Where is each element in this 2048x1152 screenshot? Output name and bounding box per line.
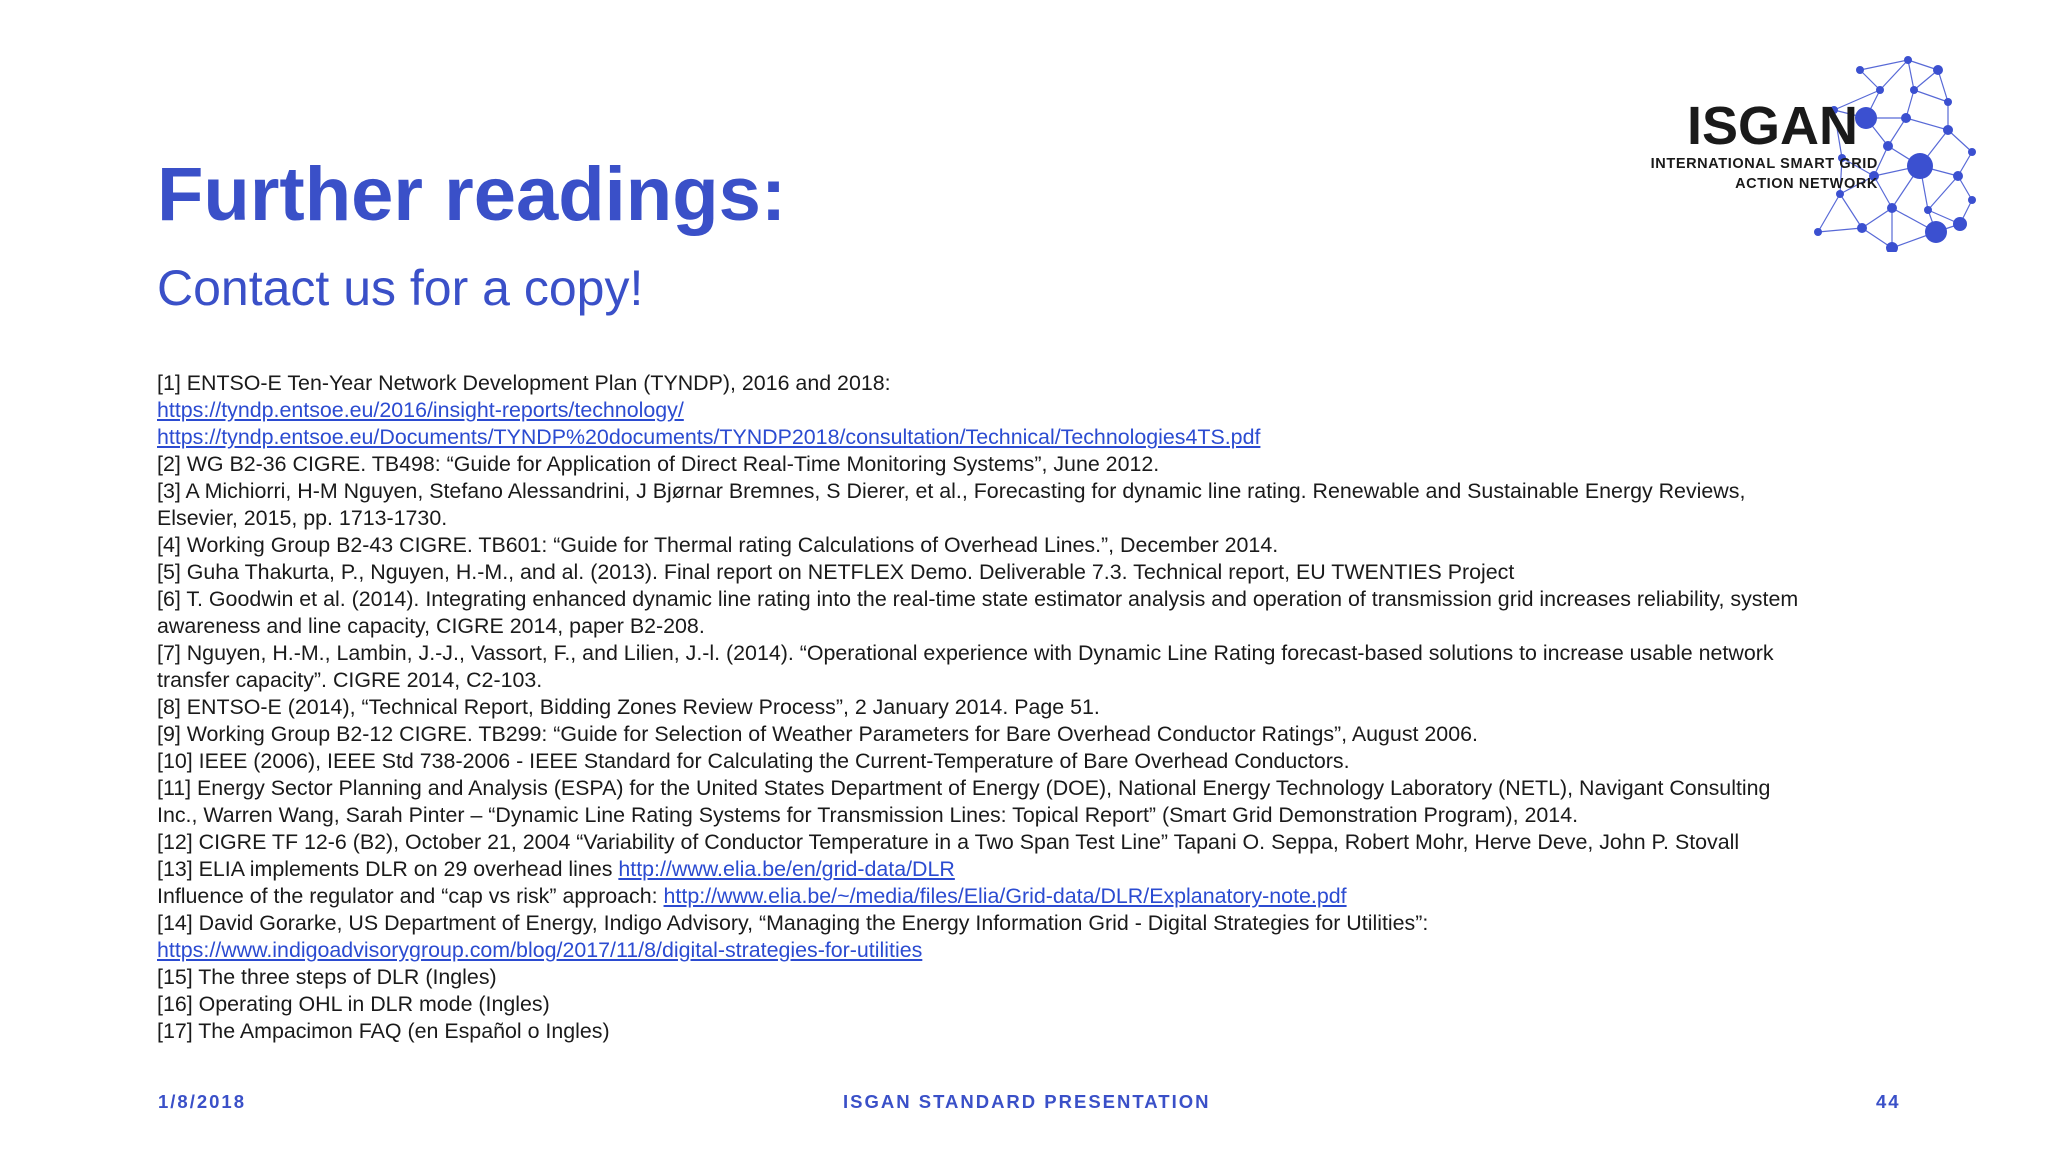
- network-node: [1901, 113, 1911, 123]
- logo-wordmark: ISGAN: [1687, 96, 1859, 156]
- reference-link[interactable]: http://www.elia.be/en/grid-data/DLR: [618, 857, 955, 881]
- reference-text: Inc., Warren Wang, Sarah Pinter – “Dynamic Line Rating Systems for Transmission Lines: Topical Report” (Smart Grid Demonstration Program), 2014.: [157, 803, 1579, 827]
- reference-text: [3] A Michiorri, H-M Nguyen, Stefano Alessandrini, J Bjørnar Bremnes, S Dierer, et al., Forecasting for dynamic line rating. Renewable and Sustainable Energy Reviews,: [157, 479, 1746, 503]
- reference-text: [2] WG B2-36 CIGRE. TB498: “Guide for Application of Direct Real-Time Monitoring Systems”, June 2012.: [157, 452, 1160, 476]
- reference-text: [7] Nguyen, H.-M., Lambin, J.-J., Vassort, F., and Lilien, J.-l. (2014). “Operational experience with Dynamic Line Rating forecast-based solutions to increase usable network: [157, 641, 1774, 665]
- network-node: [1876, 86, 1884, 94]
- reference-text: [17] The Ampacimon FAQ (en Español o Ingles): [157, 1019, 610, 1043]
- footer-date: 1/8/2018: [158, 1091, 247, 1112]
- network-node: [1887, 203, 1897, 213]
- reference-text: [10] IEEE (2006), IEEE Std 738-2006 - IEEE Standard for Calculating the Current-Temperature of Bare Overhead Conductors.: [157, 749, 1350, 773]
- network-node: [1857, 223, 1867, 233]
- reference-text: [16] Operating OHL in DLR mode (Ingles): [157, 992, 550, 1016]
- network-edge: [1938, 70, 1948, 102]
- network-edge: [1860, 70, 1880, 90]
- network-node: [1933, 65, 1943, 75]
- page-title: Further readings:: [157, 152, 787, 237]
- page-number: 44: [1876, 1091, 1901, 1112]
- reference-line: [157, 721, 1917, 748]
- network-node: [1814, 228, 1822, 236]
- reference-text: [9] Working Group B2-12 CIGRE. TB299: “Guide for Selection of Weather Parameters for Bare Overhead Conductor Ratings”, August 2006.: [157, 722, 1478, 746]
- reference-text: Influence of the regulator and “cap vs risk” approach:: [157, 884, 664, 908]
- reference-line: [157, 505, 1917, 532]
- network-edge: [1908, 60, 1914, 90]
- network-edge: [1818, 194, 1840, 232]
- reference-text: [4] Working Group B2-43 CIGRE. TB601: “Guide for Thermal rating Calculations of Overhead Lines.”, December 2014.: [157, 533, 1279, 557]
- reference-line: [157, 532, 1917, 559]
- reference-line: [157, 640, 1917, 667]
- reference-line: [157, 991, 1917, 1018]
- reference-text: [11] Energy Sector Planning and Analysis (ESPA) for the United States Department of Energy (DOE), National Energy Technology Laboratory (NETL), Navigant Consulting: [157, 776, 1771, 800]
- reference-text: [14] David Gorarke, US Department of Energy, Indigo Advisory, “Managing the Energy Information Grid - Digital Strategies for Utilities”:: [157, 911, 1429, 935]
- network-edge: [1818, 228, 1862, 232]
- network-node: [1968, 196, 1976, 204]
- reference-line: [157, 424, 1917, 451]
- network-node: [1910, 86, 1918, 94]
- reference-line: [157, 694, 1917, 721]
- reference-line: [157, 559, 1917, 586]
- network-edge: [1914, 90, 1948, 102]
- reference-line: [157, 667, 1917, 694]
- reference-text: awareness and line capacity, CIGRE 2014, paper B2-208.: [157, 614, 705, 638]
- isgan-logo: [1630, 52, 2015, 252]
- reference-text: Elsevier, 2015, pp. 1713-1730.: [157, 506, 448, 530]
- reference-line: [157, 856, 1917, 883]
- reference-line: [157, 883, 1917, 910]
- footer-presentation-label: ISGAN STANDARD PRESENTATION: [843, 1091, 1211, 1112]
- reference-line: [157, 829, 1917, 856]
- logo-tagline-1: INTERNATIONAL SMART GRID: [1650, 156, 1878, 172]
- network-node: [1944, 98, 1952, 106]
- network-edge: [1928, 176, 1958, 210]
- reference-line: [157, 586, 1917, 613]
- network-edge: [1862, 208, 1892, 228]
- network-node: [1925, 221, 1947, 243]
- reference-text: [15] The three steps of DLR (Ingles): [157, 965, 497, 989]
- network-node: [1883, 141, 1893, 151]
- reference-line: [157, 964, 1917, 991]
- reference-line: [157, 397, 1917, 424]
- page-subtitle: Contact us for a copy!: [157, 260, 644, 316]
- network-node: [1904, 56, 1912, 64]
- logo-tagline-2: ACTION NETWORK: [1735, 176, 1878, 192]
- reference-link[interactable]: https://tyndp.entsoe.eu/2016/insight-reports/technology/: [157, 398, 684, 422]
- reference-line: [157, 1018, 1917, 1045]
- network-node: [1943, 125, 1953, 135]
- network-edge: [1840, 194, 1862, 228]
- network-node: [1968, 148, 1976, 156]
- reference-line: [157, 370, 1917, 397]
- network-node: [1924, 206, 1932, 214]
- reference-line: [157, 478, 1917, 505]
- reference-line: [157, 613, 1917, 640]
- reference-text: [1] ENTSO-E Ten-Year Network Development Plan (TYNDP), 2016 and 2018:: [157, 371, 891, 395]
- reference-link[interactable]: http://www.elia.be/~/media/files/Elia/Grid-data/DLR/Explanatory-note.pdf: [663, 884, 1347, 908]
- network-node: [1886, 242, 1898, 252]
- network-node: [1856, 66, 1864, 74]
- network-node: [1953, 217, 1967, 231]
- reference-text: [6] T. Goodwin et al. (2014). Integrating enhanced dynamic line rating into the real-time state estimator analysis and operation of transmission grid increases reliability, system: [157, 587, 1799, 611]
- reference-line: [157, 802, 1917, 829]
- reference-line: [157, 451, 1917, 478]
- reference-text: [5] Guha Thakurta, P., Nguyen, H.-M., and al. (2013). Final report on NETFLEX Demo. Deliverable 7.3. Technical report, EU TWENTIES Project: [157, 560, 1515, 584]
- reference-link[interactable]: https://tyndp.entsoe.eu/Documents/TYNDP%20documents/TYNDP2018/consultation/Technical/Technologies4TS.pdf: [157, 425, 1261, 449]
- reference-list: [157, 370, 1917, 1045]
- reference-line: [157, 937, 1917, 964]
- network-edge: [1906, 118, 1948, 130]
- reference-text: transfer capacity”. CIGRE 2014, C2-103.: [157, 668, 543, 692]
- network-node: [1907, 153, 1933, 179]
- reference-line: [157, 775, 1917, 802]
- network-node: [1855, 107, 1877, 129]
- reference-text: [8] ENTSO-E (2014), “Technical Report, Bidding Zones Review Process”, 2 January 2014. Page 51.: [157, 695, 1100, 719]
- reference-text: [13] ELIA implements DLR on 29 overhead lines: [157, 857, 619, 881]
- reference-text: [12] CIGRE TF 12-6 (B2), October 21, 2004 “Variability of Conductor Temperature in a Two Span Test Line” Tapani O. Seppa, Robert Mohr, Herve Deve, John P. Stovall: [157, 830, 1740, 854]
- network-node: [1953, 171, 1963, 181]
- reference-line: [157, 748, 1917, 775]
- reference-line: [157, 910, 1917, 937]
- reference-link[interactable]: https://www.indigoadvisorygroup.com/blog/2017/11/8/digital-strategies-for-utilities: [157, 938, 923, 962]
